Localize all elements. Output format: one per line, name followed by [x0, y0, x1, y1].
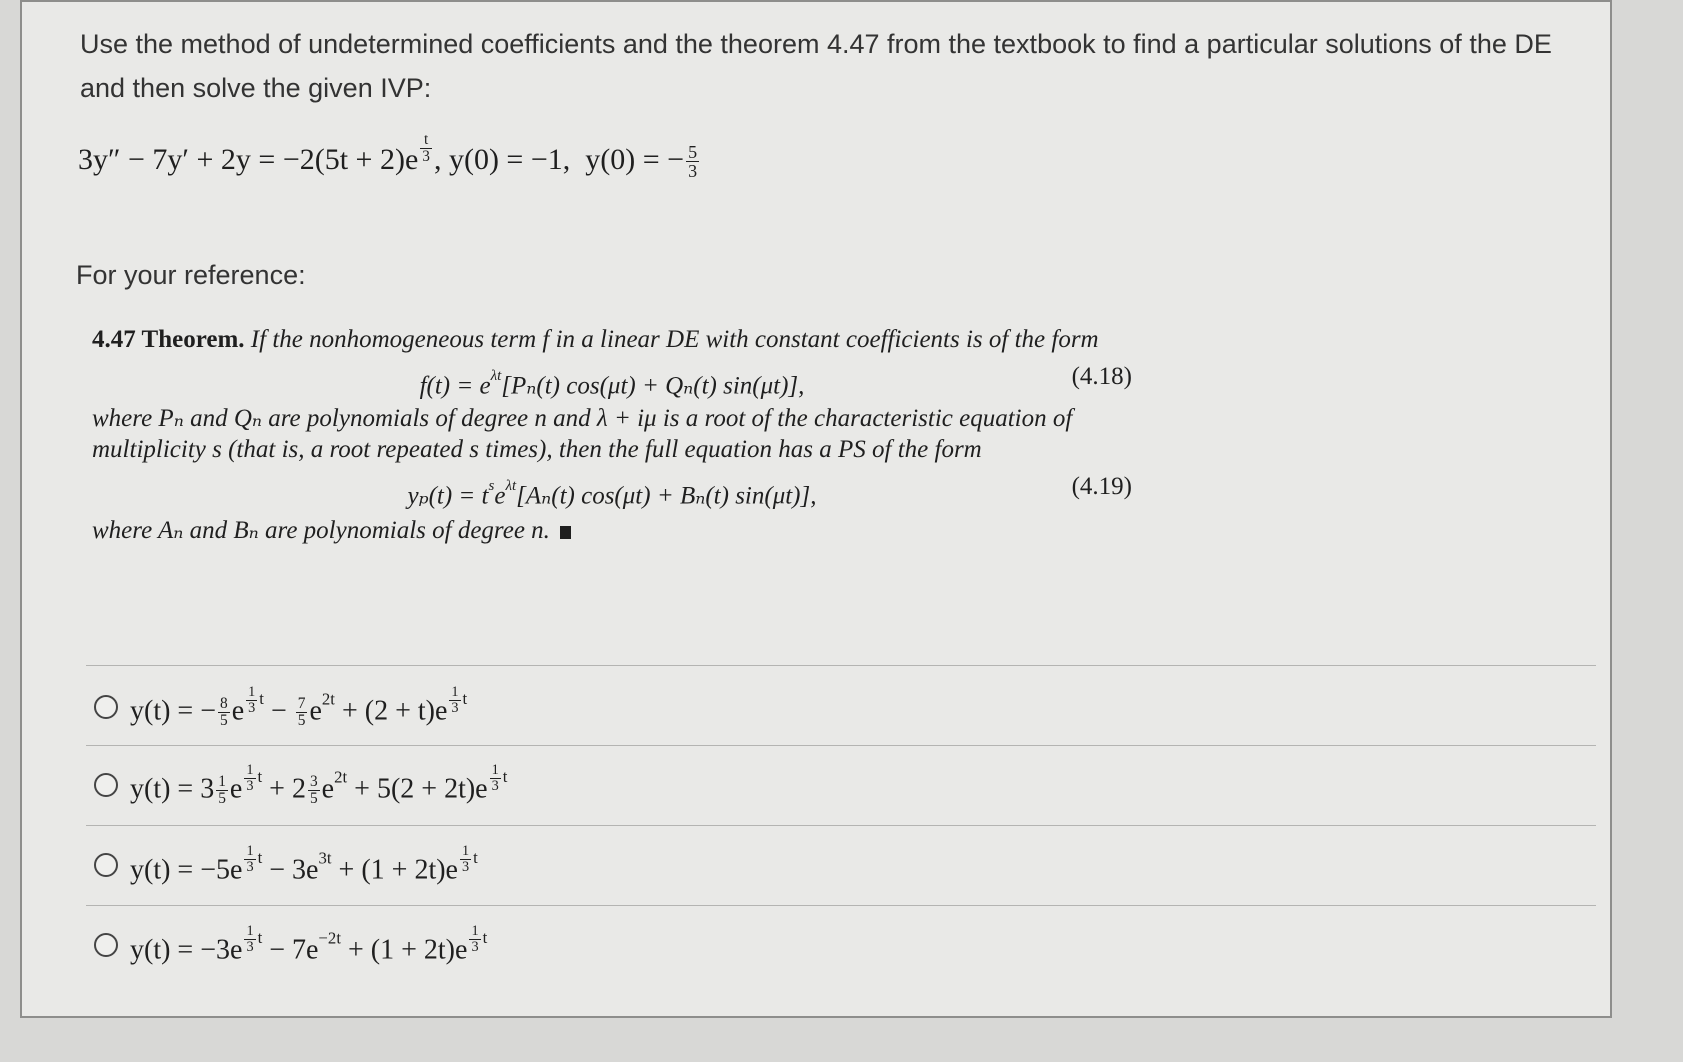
equation-4-18-tag: (4.18)	[1071, 363, 1132, 390]
radio-button-icon[interactable]	[94, 853, 118, 877]
ivp-condition-1: , y(0) = −1,	[433, 142, 571, 176]
divider	[86, 825, 1596, 826]
theorem-middle: where Pₙ and Qₙ are polynomials of degree n and λ + iμ is a root of the characteristic equation of multiplicity s (that is, a root repeated s times), then the full equation has a PS of the form	[92, 405, 1073, 463]
answer-option-2[interactable]	[94, 760, 507, 810]
qed-icon	[560, 526, 571, 539]
radio-button-icon[interactable]	[94, 773, 118, 797]
answer-option-4[interactable]	[94, 920, 487, 970]
reference-label: For your reference:	[76, 260, 306, 290]
radio-button-icon[interactable]	[94, 933, 118, 957]
equation-4-19-tag: (4.19)	[1071, 473, 1132, 500]
theorem-block	[92, 324, 1132, 546]
theorem-intro: If the nonhomogeneous term f in a linear DE with constant coefficients is of the form	[250, 326, 1099, 353]
radio-button-icon[interactable]	[94, 695, 118, 719]
divider	[86, 665, 1596, 666]
divider	[86, 745, 1596, 746]
answer-option-1[interactable]	[94, 682, 467, 732]
option-3-label: y(t) = −5e $^{\frac{1}{3} t} - 3e^{3t} + (1 + 2t)e$ $^{\frac{1}{3} t}$	[130, 842, 478, 886]
theorem-heading: 4.47 Theorem.	[92, 326, 245, 353]
option-1-label: y(t) = − $\frac{8}{5}$ e $^{\frac{1}{3} t}$ − $\frac{7}{5}$ $e^{2t} + (2 + t)e$ $^{\frac{1}{3} t}$	[130, 683, 468, 730]
option-4-label: y(t) = −3e $^{\frac{1}{3} t} - 7e^{-2t} + (1 + 2t)e$ $^{\frac{1}{3} t}$	[130, 922, 488, 966]
equation-4-19: $y_p(t) = t^se^{\lambda t}[A_n(t) \cos(\mu t) + B_n(t)$ sin(μt)],	[407, 478, 817, 510]
answer-option-3[interactable]	[94, 840, 478, 890]
theorem-closing: where Aₙ and Bₙ are polynomials of degree n.	[92, 517, 550, 544]
option-2-label: y(t) = 3 $\frac{1}{5}$ e $^{\frac{1}{3} t}$ + 2 $\frac{3}{5}$ $e^{2t} + 5(2 + 2t)e$ $^{\frac{1}{3} t}$	[130, 761, 508, 808]
question-card	[20, 0, 1612, 1018]
ivp-equation: 3y″ − 7y′ + 2y = −2(5t + 2)e $^{\frac{t}{3}}$ , y(0) = −1, y(0) = − $\frac{5}{3}$	[78, 131, 698, 182]
equation-4-18: $f(t) = e^{\lambda t}[P_n(t) \cos(\mu t) + Q_n(t)$ sin(μt)],	[419, 368, 805, 400]
question-prompt: Use the method of undetermined coefficients and the theorem 4.47 from the textbook to find a particular solutions of the DE and then solve the given IVP:	[80, 29, 1552, 103]
divider	[86, 905, 1596, 906]
ivp-condition-2: y(0) = −	[585, 142, 685, 176]
ivp-lhs: 3y″ − 7y′ + 2y = −2(5t + 2)e	[78, 142, 419, 176]
